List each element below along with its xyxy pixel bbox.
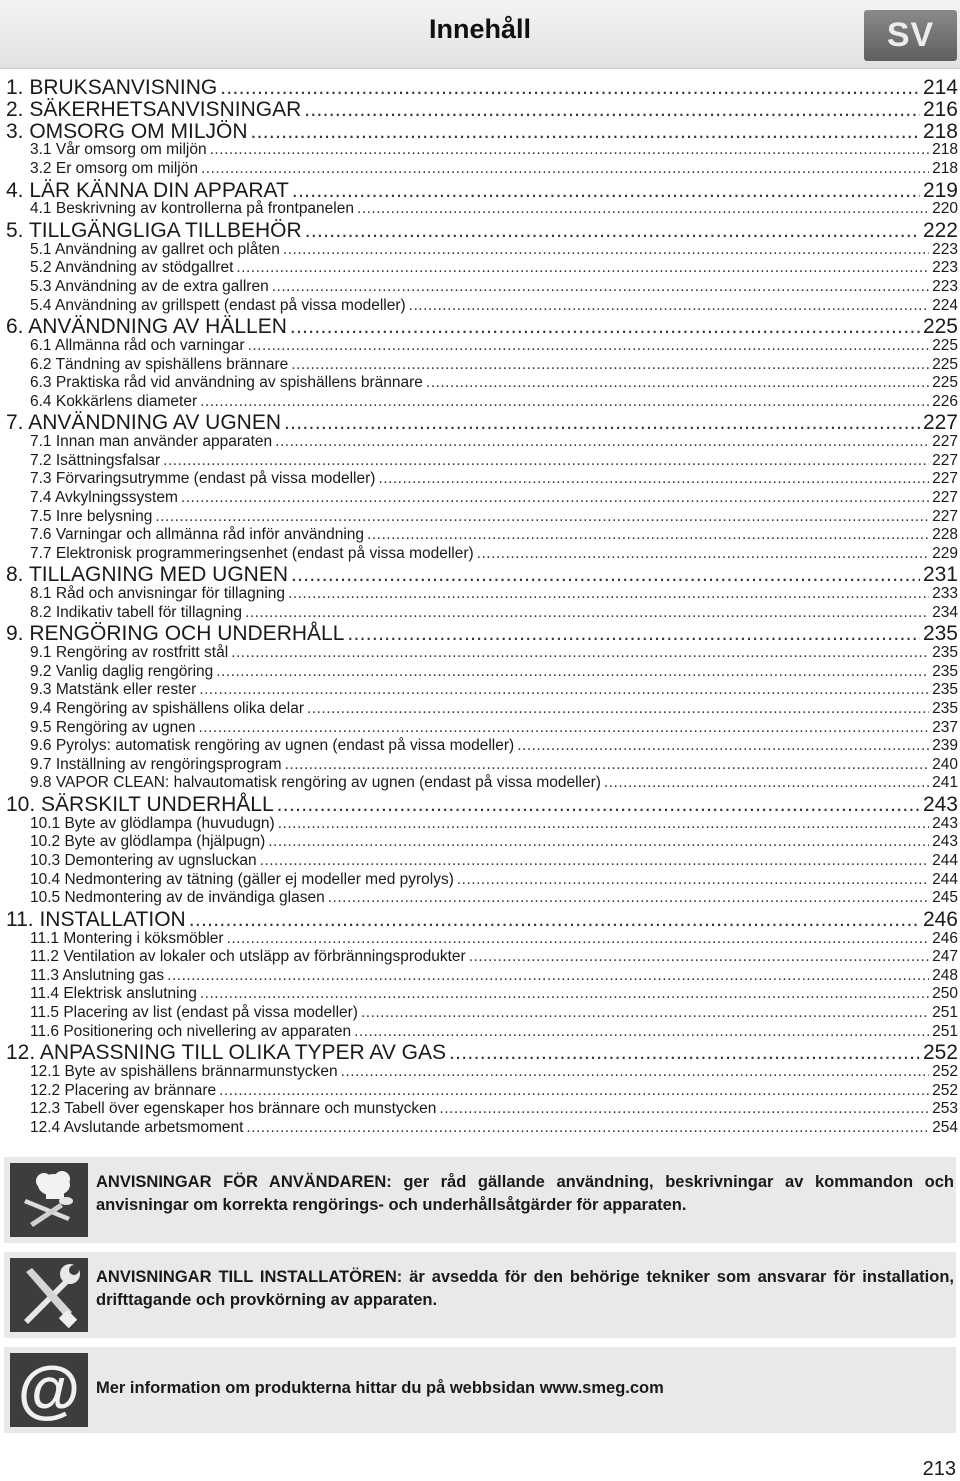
toc-leader-dots — [457, 871, 929, 889]
toc-leader-dots — [290, 315, 920, 339]
toc-entry-title: 9.1 Rengöring av rostfritt stål — [30, 644, 229, 662]
toc-leader-dots — [277, 793, 920, 817]
toc-leader-dots — [231, 644, 929, 662]
toc-page-number: 253 — [932, 1100, 958, 1118]
toc-page-number: 218 — [922, 119, 958, 143]
toc-leader-dots — [260, 852, 930, 870]
toc-leader-dots — [288, 585, 929, 603]
svg-text:@: @ — [17, 1353, 81, 1425]
toc-page-number: 227 — [932, 451, 958, 469]
toc-page-number: 243 — [932, 814, 958, 832]
toc-section — [0, 833, 958, 851]
toc-chapter — [0, 98, 958, 120]
toc-entry-title: 10.3 Demontering av ugnsluckan — [30, 852, 257, 869]
toc-section — [0, 508, 958, 526]
toc-leader-dots — [268, 833, 929, 851]
toc-section — [0, 774, 958, 792]
toc-section — [0, 433, 958, 451]
toc-chapter — [0, 76, 958, 98]
toc-page-number: 225 — [932, 355, 958, 373]
toc-page-number: 228 — [932, 526, 958, 544]
toc-leader-dots — [246, 1119, 929, 1137]
toc-entry-title: 9.5 Rengöring av ugnen — [30, 718, 196, 736]
toc-section — [0, 1082, 958, 1100]
toc-page-number: 235 — [932, 681, 958, 699]
toc-entry-title: 6.4 Kokkärlens diameter — [30, 392, 198, 410]
toc-leader-dots — [220, 76, 920, 100]
toc-entry-title: 7.4 Avkylningssystem — [30, 489, 178, 506]
toc-chapter — [0, 315, 958, 337]
toc-section — [0, 545, 958, 563]
toc-leader-dots — [341, 1063, 930, 1081]
toc-leader-dots — [210, 141, 930, 159]
toc-page-number: 251 — [932, 1022, 958, 1040]
toc-entry-title: 5.4 Användning av grillspett (endast på vissa modeller) — [30, 296, 406, 314]
toc-leader-dots — [248, 337, 930, 355]
installer-notice-text: ANVISNINGAR TILL INSTALLATÖREN: är avsedda för den behörige tekniker som ansvarar för installation, drifttagande och provkörning av apparaten. — [96, 1268, 954, 1309]
toc-chapter — [0, 622, 958, 644]
toc-page-number: 218 — [932, 141, 958, 159]
toc-page-number: 233 — [932, 585, 958, 603]
toc-leader-dots — [283, 241, 929, 259]
toc-entry-title: 5.2 Användning av stödgallret — [30, 259, 234, 277]
toc-chapter — [0, 179, 958, 201]
toc-page-number: 250 — [932, 985, 958, 1003]
toc-page-number: 254 — [932, 1118, 958, 1136]
toc-entry-title: 12. ANPASSNING TILL OLIKA TYPER AV GAS — [6, 1041, 447, 1065]
wrench-screwdriver-icon — [10, 1258, 88, 1332]
toc-section — [0, 700, 958, 718]
toc-entry-title: 12.4 Avslutande arbetsmoment — [30, 1118, 244, 1136]
toc-section — [0, 967, 958, 985]
toc-page-number: 237 — [932, 718, 958, 736]
toc-page-number: 227 — [922, 411, 958, 435]
toc-chapter — [0, 219, 958, 241]
toc-entry-title: 6. ANVÄNDNING AV HÄLLEN — [6, 315, 287, 339]
toc-page-number: 244 — [932, 870, 958, 888]
toc-entry-title: 7.1 Innan man använder apparaten — [30, 433, 273, 451]
toc-section — [0, 259, 958, 277]
toc-entry-title: 12.2 Placering av brännare — [30, 1081, 217, 1099]
toc-section — [0, 393, 958, 411]
toc-entry-title: 6.1 Allmänna råd och varningar — [30, 337, 245, 354]
toc-leader-dots — [275, 433, 929, 451]
toc-section — [0, 297, 958, 315]
toc-leader-dots — [278, 815, 929, 833]
toc-entry-title: 3. OMSORG OM MILJÖN — [6, 119, 248, 143]
toc-section — [0, 663, 958, 681]
toc-page-number: 218 — [932, 160, 958, 177]
toc-entry-title: 11.1 Montering i köksmöbler — [30, 929, 224, 947]
toc-page-number: 219 — [922, 178, 958, 202]
toc-leader-dots — [305, 219, 920, 243]
toc-section — [0, 356, 958, 374]
toc-leader-dots — [426, 374, 929, 392]
toc-entry-title: 4. LÄR KÄNNA DIN APPARAT — [6, 178, 289, 202]
toc-entry-title: 11.4 Elektrisk anslutning — [30, 985, 197, 1003]
toc-leader-dots — [219, 1082, 929, 1100]
at-sign-icon — [10, 1353, 88, 1427]
toc-leader-dots — [291, 563, 920, 587]
toc-entry-title: 7.3 Förvaringsutrymme (endast på vissa modeller) — [30, 470, 376, 488]
toc-section — [0, 278, 958, 296]
toc-page-number: 227 — [932, 507, 958, 525]
toc-page-number: 245 — [932, 889, 958, 907]
toc-page-number: 247 — [932, 948, 958, 966]
page-number: 213 — [922, 1458, 956, 1480]
toc-entry-title: 2. SÄKERHETSANVISNINGAR — [6, 97, 302, 121]
toc-leader-dots — [245, 604, 929, 622]
toc-entry-title: 9.7 Inställning av rengöringsprogram — [30, 755, 282, 773]
toc-entry-title: 9.4 Rengöring av spishällens olika delar — [30, 700, 304, 717]
toc-entry-title: 11.5 Placering av list (endast på vissa modeller) — [30, 1004, 358, 1021]
toc-entry-title: 7. ANVÄNDNING AV UGNEN — [6, 411, 282, 435]
toc-section — [0, 815, 958, 833]
toc-entry-title: 7.7 Elektronisk programmeringsenhet (endast på vissa modeller) — [30, 544, 474, 562]
toc-entry-title: 9.8 VAPOR CLEAN: halvautomatisk rengöring av ugnen (endast på vissa modeller) — [30, 774, 601, 792]
toc-entry-title: 11.6 Positionering och nivellering av apparaten — [30, 1022, 352, 1040]
toc-entry-title: 9.3 Matstänk eller rester — [30, 681, 197, 699]
toc-leader-dots — [378, 470, 929, 488]
toc-page-number: 241 — [932, 774, 958, 792]
toc-section — [0, 604, 958, 622]
toc-section — [0, 1023, 958, 1041]
toc-leader-dots — [227, 930, 930, 948]
toc-leader-dots — [155, 508, 929, 526]
toc-page-number: 223 — [932, 259, 958, 277]
toc-entry-title: 5. TILLGÄNGLIGA TILLBEHÖR — [6, 219, 302, 242]
toc-entry-title: 10.5 Nedmontering av de invändiga glasen — [30, 889, 325, 907]
toc-page-number: 216 — [922, 97, 958, 121]
toc-section — [0, 374, 958, 392]
toc-leader-dots — [216, 663, 929, 681]
toc-entry-title: 10. SÄRSKILT UNDERHÅLL — [6, 793, 274, 816]
toc-section — [0, 719, 958, 737]
toc-section — [0, 930, 958, 948]
toc-page-number: 252 — [932, 1063, 958, 1080]
toc-leader-dots — [251, 120, 920, 144]
toc-page-number: 235 — [932, 644, 958, 662]
toc-section — [0, 585, 958, 603]
toc-section — [0, 141, 958, 159]
toc-page-number: 235 — [932, 700, 958, 717]
user-notice-text: ANVISNINGAR FÖR ANVÄNDAREN: ger råd gällande användning, beskrivningar av kommandon och anvisningar om korrekta rengörings- och underhållsåtgärder för apparaten. — [96, 1173, 954, 1214]
toc-page-number: 229 — [932, 544, 958, 562]
toc-page-number: 220 — [932, 200, 958, 218]
toc-entry-title: 10.4 Nedmontering av tätning (gäller ej modeller med pyrolys) — [30, 870, 454, 888]
toc-section — [0, 644, 958, 662]
toc-section — [0, 756, 958, 774]
toc-leader-dots — [517, 737, 929, 755]
toc-page-number: 223 — [932, 240, 958, 258]
toc-page-number: 248 — [932, 966, 958, 984]
toc-page-number: 224 — [932, 296, 958, 314]
toc-page-number: 222 — [922, 219, 958, 242]
toc-entry-title: 10.1 Byte av glödlampa (huvudugn) — [30, 814, 275, 832]
toc-leader-dots — [291, 356, 929, 374]
web-info-text: Mer information om produkterna hittar du på webbsidan www.smeg.com — [96, 1379, 664, 1397]
page-title: Innehåll — [428, 14, 531, 44]
toc-page-number: 227 — [932, 470, 958, 488]
toc-page-number: 252 — [922, 1041, 958, 1065]
toc-entry-title: 11.3 Anslutning gas — [30, 966, 165, 984]
toc-page-number: 235 — [922, 622, 958, 646]
toc-leader-dots — [163, 452, 929, 470]
toc-entry-title: 1. BRUKSANVISNING — [6, 76, 218, 99]
toc-section — [0, 1100, 958, 1118]
toc-page-number: 243 — [922, 793, 958, 816]
toc-leader-dots — [307, 700, 929, 718]
toc-chapter — [0, 563, 958, 585]
toc-leader-dots — [236, 259, 929, 277]
toc-leader-dots — [200, 393, 929, 411]
toc-page-number: 243 — [932, 833, 958, 851]
toc-entry-title: 11. INSTALLATION — [6, 907, 186, 931]
toc-leader-dots — [304, 98, 920, 122]
toc-section — [0, 889, 958, 907]
toc-entry-title: 5.1 Användning av gallret och plåten — [30, 240, 280, 258]
toc-leader-dots — [347, 622, 920, 646]
toc-section — [0, 526, 958, 544]
installer-notice — [4, 1252, 956, 1338]
toc-section — [0, 948, 958, 966]
toc-leader-dots — [361, 1004, 929, 1022]
toc-leader-dots — [409, 297, 929, 315]
toc-entry-title: 4.1 Beskrivning av kontrollerna på frontpanelen — [30, 200, 354, 218]
toc-leader-dots — [449, 1041, 920, 1065]
toc-leader-dots — [199, 681, 929, 699]
toc-leader-dots — [201, 160, 929, 178]
toc-entry-title: 9.6 Pyrolys: automatisk rengöring av ugnen (endast på vissa modeller) — [30, 737, 515, 755]
toc-entry-title: 8.2 Indikativ tabell för tillagning — [30, 603, 242, 621]
toc-section — [0, 985, 958, 1003]
toc-section — [0, 337, 958, 355]
toc-entry-title: 6.3 Praktiska råd vid användning av spishällens brännare — [30, 374, 423, 392]
toc-leader-dots — [198, 719, 929, 737]
toc-leader-dots — [189, 908, 920, 932]
toc-page-number: 225 — [932, 337, 958, 354]
toc-entry-title: 3.1 Vår omsorg om miljön — [30, 141, 207, 159]
toc-chapter — [0, 908, 958, 930]
toc-section — [0, 871, 958, 889]
toc-entry-title: 8.1 Råd och anvisningar för tillagning — [30, 585, 286, 603]
toc-section — [0, 200, 958, 218]
toc-page-number: 246 — [932, 929, 958, 947]
toc-section — [0, 737, 958, 755]
user-notice — [4, 1157, 956, 1243]
toc-leader-dots — [200, 985, 929, 1003]
toc-section — [0, 489, 958, 507]
toc-entry-title: 6.2 Tändning av spishällens brännare — [30, 355, 289, 373]
toc-page-number: 240 — [932, 755, 958, 773]
toc-chapter — [0, 1041, 958, 1063]
toc-leader-dots — [292, 179, 920, 203]
toc-leader-dots — [167, 967, 929, 985]
web-info-notice — [4, 1347, 956, 1433]
toc-entry-title: 8. TILLAGNING MED UGNEN — [6, 563, 289, 587]
toc-entry-title: 12.3 Tabell över egenskaper hos brännare och munstycken — [30, 1100, 437, 1118]
toc-section — [0, 452, 958, 470]
toc-leader-dots — [284, 411, 920, 435]
toc-leader-dots — [354, 1023, 929, 1041]
toc-entry-title: 11.2 Ventilation av lokaler och utsläpp av förbränningsprodukter — [30, 948, 466, 966]
toc-page-number: 251 — [932, 1004, 958, 1021]
toc-page-number: 227 — [932, 489, 958, 506]
toc-page-number: 235 — [932, 662, 958, 680]
toc-page-number: 252 — [932, 1081, 958, 1099]
toc-entry-title: 7.5 Inre belysning — [30, 507, 153, 525]
toc-entry-title: 9. RENGÖRING OCH UNDERHÅLL — [6, 622, 345, 646]
toc-section — [0, 1119, 958, 1137]
toc-page-number: 214 — [922, 76, 958, 99]
toc-section — [0, 160, 958, 178]
toc-page-number: 225 — [922, 315, 958, 339]
toc-page-number: 246 — [922, 907, 958, 931]
toc-leader-dots — [285, 756, 930, 774]
toc-leader-dots — [272, 278, 929, 296]
toc-leader-dots — [477, 545, 929, 563]
toc-entry-title: 10.2 Byte av glödlampa (hjälpugn) — [30, 833, 266, 851]
toc-section — [0, 241, 958, 259]
toc-section — [0, 1004, 958, 1022]
toc-entry-title: 3.2 Er omsorg om miljön — [30, 160, 198, 177]
chef-utensils-icon — [10, 1163, 88, 1237]
toc-page-number: 244 — [932, 852, 958, 869]
toc-page-number: 226 — [932, 392, 958, 410]
toc-section — [0, 852, 958, 870]
toc-page-number: 223 — [932, 278, 958, 295]
toc-page-number: 239 — [932, 737, 958, 755]
toc-entry-title: 12.1 Byte av spishällens brännarmunstycken — [30, 1063, 338, 1080]
toc-chapter — [0, 120, 958, 142]
toc-section — [0, 1063, 958, 1081]
toc-section — [0, 470, 958, 488]
toc-entry-title: 9.2 Vanlig daglig rengöring — [30, 662, 214, 680]
toc-page-number: 231 — [922, 563, 958, 587]
toc-entry-title: 5.3 Användning av de extra gallren — [30, 278, 269, 295]
toc-leader-dots — [181, 489, 929, 507]
toc-chapter — [0, 411, 958, 433]
toc-section — [0, 681, 958, 699]
toc-page-number: 227 — [932, 433, 958, 451]
toc-leader-dots — [604, 774, 929, 792]
toc-page-number: 225 — [932, 374, 958, 392]
toc-page-number: 234 — [932, 603, 958, 621]
toc-leader-dots — [328, 889, 929, 907]
toc-leader-dots — [469, 948, 929, 966]
toc-leader-dots — [439, 1100, 929, 1118]
language-badge: SV — [864, 10, 957, 61]
toc-entry-title: 7.2 Isättningsfalsar — [30, 451, 161, 469]
toc-entry-title: 7.6 Varningar och allmänna råd inför användning — [30, 526, 365, 544]
page-header — [0, 0, 960, 69]
toc-leader-dots — [367, 526, 929, 544]
toc-chapter — [0, 793, 958, 815]
toc-leader-dots — [357, 200, 929, 218]
